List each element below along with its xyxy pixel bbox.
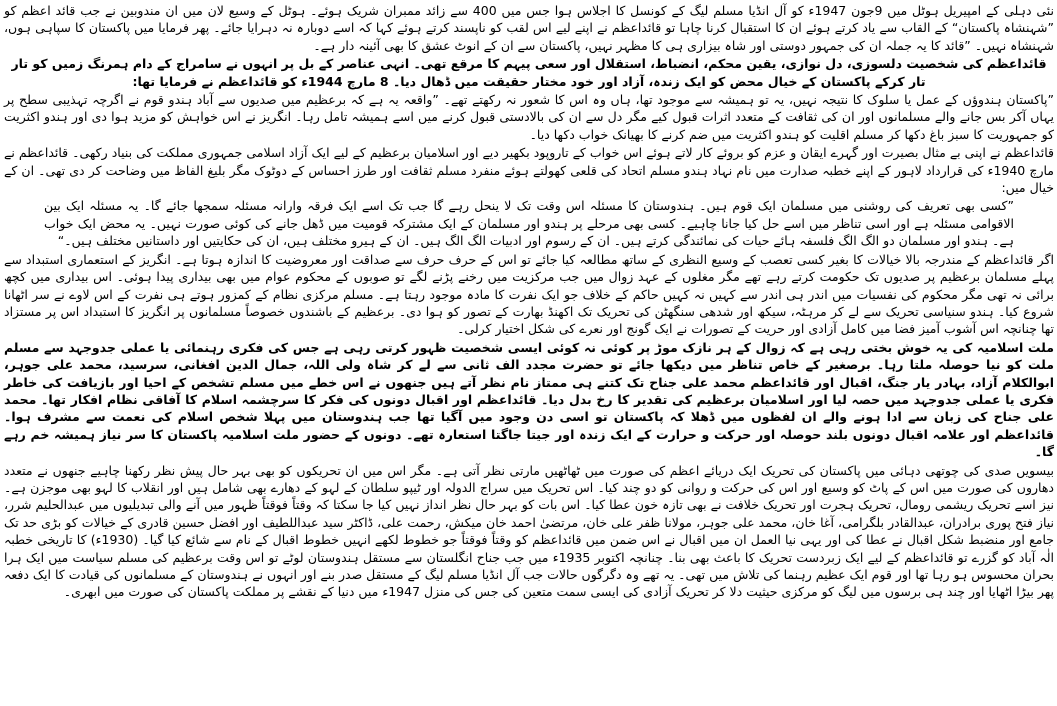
paragraph-6: اگر قائداعظم کے مندرجہ بالا خیالات کا بغیر کسی تعصب کے وسیع النظری کے ساتھ مطالعہ کیا جائے تو اس کے حرف حرف سے صداقت اور معروضیت کا اندازہ ہوتا ہے۔ انگریز کے استعماری استبداد سے پہلے مسلمان برعظیم پر صدیوں تک حکومت کرتے رہے تھے مگر مغلوں کے عہد زوال میں جب مرکزیت میں رخنے پڑنے لگے تو صوبوں کے محکوم عوام میں بھی بیداری پیدا ہوئی۔ اس بیداری میں کچھ برائی نہ تھی مگر محکوم کی نفسیات میں اندر ہی اندر سے کہیں نہ کہیں حاکم کے خلاف جو ایک نفرت کا مادہ موجود رہتا ہے۔ مسلم مرکزی نظام کے کمزور ہوتے ہی نفرت کے اس لاوے نے سر اٹھانا شروع کیا۔ ہندو سنیاسی تحریک سے لے کر مرہٹہ، سیکھ اور شدھی سنگھٹن کی تحریک تک اکھنڈ بھارت کے تصور کو ہوا دی۔ برعظیم کے باشندوں خصوصاً مسلمانوں پر انگریز کا استبداد اس پر مستزاد تھا چنانچہ اس آشوب آمیز فضا میں کامل آزادی اور حریت کے تصورات نے ایک گونج اور نعرے کی شکل اختیار کرلی۔: [4, 251, 1054, 337]
paragraph-2: قائداعظم کی شخصیت دلسوزی، دل نوازی، یقین محکم، انضباط، استقلال اور سعی پیہم کا مرقع تھی۔ انہی عناصر کے بل پر انہوں نے سامراج کے دام ہمرنگ زمیں کو تار تار کرکے پاکستان کے خیال محض کو ایک زندہ، آزاد اور خود مختار حقیقت میں ڈھال دیا۔ 8 مارچ 1944ء کو قائداعظم نے فرمایا تھا:: [11, 56, 1047, 89]
paragraph-1: نئی دہلی کے امپیریل ہوٹل میں 9جون 1947ء کو آل انڈیا مسلم لیگ کے کونسل کا اجلاس ہوا جس میں 400 سے زائد ممبران شریک ہوئے۔ ہوٹل کے وسیع لان میں ان مندوبین نے جب قائد اعظم کو ”شہنشاہ پاکستان“ کے القاب سے یاد کرتے ہوئے ان کا استقبال کرنا چاہا تو قائداعظم نے اپنے لیے اس لقب کو ناپسند کرتے ہوئے کہا کہ اسے دوبارہ نہ دہرایا جائے۔ پھر فرمایا میں پاکستان کا سپاہی ہوں، شہنشاہ نہیں۔ ”قائد کا یہ جملہ ان کی جمہور دوستی اور شاہ بیزاری ہی کا مظہر نہیں، پاکستان سے ان کے انوٹ عشق کا بھی آئینہ دار ہے۔: [4, 3, 1055, 53]
paragraph-8: بیسویں صدی کی چوتھی دہائی میں پاکستان کی تحریک ایک دریائے اعظم کی صورت میں ٹھاٹھیں مارتی نظر آتی ہے۔ مگر اس میں ان تحریکوں کو بھی بہر حال پیش نظر رکھنا چاہیے جنھوں نے متعدد دھاروں کی صورت میں اس کے پاٹ کو وسیع اور اس کی حرکت و روانی کو دو چند کیا۔ اس تحریک میں سراج الدولہ اور ٹیپو سلطان کے لہو کے دھارے بھی شامل ہیں اور انقلاب کا لہو بھی موجزن ہے۔ نیز اسے تحریک ریشمی رومال، تحریک ہجرت اور تحریک خلافت نے بھی تازہ خون عطا کیا۔ اس بات کو بہر حال نظر انداز نہیں کیا جا سکتا کہ وقتاً فوقتاً ظہور میں آنے والی تبدیلیوں میں عبدالحلیم شرر، نیاز فتح پوری برادران، عبدالقادر بلگرامی، آغا خان، محمد علی جوہر، مولانا ظفر علی خان، مرتضیٰ احمد خان میکش، رحمت علی، ڈاکٹر سید عبداللطیف اور افضل حسین قادری کے خیالات کو بڑی حد تک جامع اور منضبط شکل اقبال نے عطا کی اور یہی نیا العمل ان میں اقبال نے اس ضمن میں قائداعظم کو وقتاً فوقتاً جو خطوط لکھے انہیں خطوط اقبال کے نام سے شائع کیا گیا۔ (1930ء) کا تاریخی خطبہ الٰہ آباد کو گزرے تو قائداعظم کے لیے ایک زبردست تحریک کا باعث بھی بنا۔ چنانچہ اکتوبر 1935ء میں جب جناح انگلستان سے مستقل ہندوستان لوٹے تو اس وقت برعظیم کی مسلم سیاست میں ایک ہرا بحران محسوس ہو رہا تھا اور قوم ایک عظیم رہنما کی تلاش میں تھی۔ یہ تھے وہ دگرگوں حالات جب آل انڈیا مسلم لیگ کے مستقل صدر بنے اور انہوں نے ہندوستان کے مسلمانوں کی قیادت کا ایک دفعہ پھر بیڑا اٹھایا اور چند ہی برسوں میں لیگ کو مرکزی حیثیت دلا کر تحریک آزادی کی ایسی سمت متعین کی جس کی منزل 1947ء میں دنیا کے نقشے پر مملکت پاکستان کی صورت میں ابھری۔: [4, 462, 1054, 600]
paragraph-7: ملت اسلامیہ کی یہ خوش بختی رہی ہے کہ زوال کے ہر نازک موڑ پر کوئی نہ کوئی ایسی شخصیت ظہور کرتی رہی ہے جس کی فکری رہنمائی یا عملی جدوجہد سے مسلم ملت کو نیا حوصلہ ملتا رہا۔ برصغیر کے خاص تناظر میں دیکھا جائے تو حضرت مجدد الف ثانی سے لے کر شاہ ولی اللہ، جمال الدین افغانی، سرسید، محمد علی جوہر، ابوالکلام آزاد، بہادر یار جنگ، اقبال اور قائداعظم محمد علی جناح تک کتنے ہی ممتاز نام نظر آتے ہیں جنھوں نے اس خطے میں مسلم تشخص کے احیا اور بازیافت کی خاطر فکری یا عملی جدوجہد میں حصہ لیا اور اسلامیان برعظیم کی تقدیر کا رخ بدل دیا۔ قائداعظم اور اقبال دونوں کی فکر کا سرچشمہ اسلام کا آفاقی نظام افکار تھا۔ محمد علی جناح کی زبان سے ادا ہونے والے ان لفظوں میں ڈھلا کہ پاکستان تو اسی دن وجود میں آگیا تھا جب ہندوستان میں پہلا شخص اسلام کی نعمت سے مشرف ہوا۔ قائداعظم اور علامہ اقبال دونوں بلند حوصلہ اور حرکت و حرارت کے ایک زندہ اور جیتا جاگتا استعارہ تھے۔ دونوں کے حضور ملت اسلامیہ پاکستان کا سر نیاز ہمیشہ خم رہے گا۔: [4, 339, 1054, 460]
quote-paragraph: ”کسی بھی تعریف کی روشنی میں مسلمان ایک قوم ہیں۔ ہندوستان کا مسئلہ اس وقت تک لا ینحل رہے گا جب تک اسے ایک فرقہ وارانہ مسئلہ سمجھا جائے گا۔ یہ مسئلہ ایک بین الاقوامی مسئلہ ہے اور اسی تناظر میں اسے حل کیا جانا چاہیے۔ کسی بھی مرحلے پر ہندو اور مسلمان کے ایک مشترکہ قومیت میں ڈھل جانے کی کوئی صورت نہیں۔ یہ محض ایک خواب ہے۔ ہندو اور مسلمان دو الگ الگ فلسفہ ہائے حیات کی نمائندگی کرتے ہیں۔ ان کے رسوم اور ادبیات الگ الگ ہیں۔ ان کے ہیرو مختلف ہیں، ان کی حکایتیں اور داستانیں مختلف ہیں۔“: [44, 198, 1014, 249]
article-page: [4, 2, 1054, 702]
paragraph-3: ”پاکستان ہندوؤں کے عمل یا سلوک کا نتیجہ نہیں، یہ تو ہمیشہ سے موجود تھا، ہاں وہ اس کا شعور نہ رکھتے تھے۔ ”واقعہ یہ ہے کہ برعظیم میں صدیوں سے آباد ہندو قوم نے اگرچہ تہذیبی سطح پر یہاں آکر بس جانے والے مسلمانوں اور ان کی ثقافت کے متعدد اثرات قبول کیے مگر دل سے ان کی بالادستی قبول کرنے میں اسے ہمیشہ تامل رہا۔ انگریز نے اس خواہش کو مزید ہوا دی اور ہندو اکثریت کو جمہوریت کا سبز باغ دکھا کر مسلم اقلیت کو ہندو اکثریت میں ضم کرنے کا بھیانک خواب دکھا دیا۔: [4, 92, 1054, 142]
paragraph-4: قائداعظم نے اپنی بے مثال بصیرت اور گہرے ایقان و عزم کو بروئے کار لاتے ہوئے اس خواب کے تاروپود بکھیر دیے اور اسلامیان برعظیم کے لیے ایک آزاد اسلامی جمہوری مملکت کی بنیاد رکھی۔ قائداعظم نے مارچ 1940ء کی قرارداد لاہور کے اپنے خطبہ صدارت میں نام نہاد ہندو مسلم اتحاد کی قلعی کھولتے ہوئے منفرد مسلم ثقافت اور طرز احساس کے دوٹوک مگر بلیغ الفاظ میں وضاحت کر دی تھی۔ ان کے خیال میں:: [4, 145, 1054, 196]
